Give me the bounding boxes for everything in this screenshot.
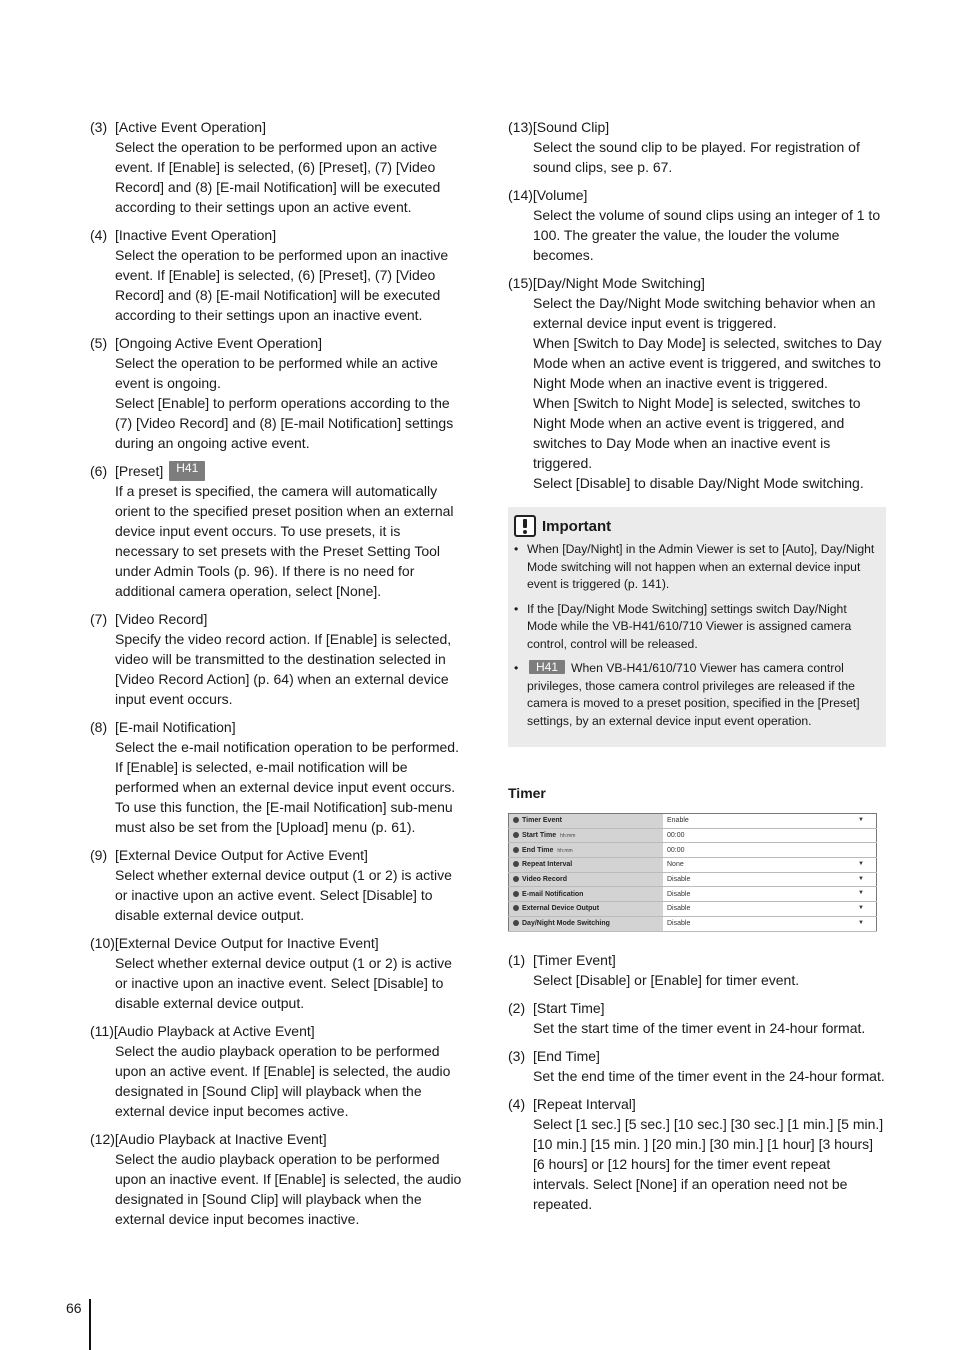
page-rule xyxy=(89,1299,91,1350)
help-icon[interactable] xyxy=(513,905,519,911)
help-icon[interactable] xyxy=(513,891,519,897)
left-column xyxy=(90,117,465,1237)
item-number: (1) xyxy=(508,951,526,968)
item-text: Select the operation to be performed upon an inactive event. If [Enable] is selected, (6) [Preset], (7) [Video Record] and (8) [E-mail Notification] will be executed according to their settings upon an inactive event. xyxy=(115,247,449,323)
item-text: Select the audio playback operation to be performed upon an inactive event. If [Enable] is selected, the audio designated in [Sound Clip] will playback when the external device input becomes inactive. xyxy=(115,1151,462,1227)
external-device-output-select[interactable]: Disable ▼ xyxy=(663,902,877,917)
item-text: Set the end time of the timer event in the 24-hour format. xyxy=(533,1067,885,1084)
model-badge: H41 xyxy=(529,660,565,674)
table-row xyxy=(509,814,877,829)
item-number: (7) xyxy=(90,611,108,627)
help-icon[interactable] xyxy=(513,876,519,882)
item-text: Specify the video record action. If [Enable] is selected, video will be transmitted to the destination selected in [Video Record Action] (p. 64) when an external device input event occurs. xyxy=(115,631,452,707)
row-label: Repeat Interval xyxy=(509,858,664,873)
item-title: [Audio Playback at Active Event] xyxy=(113,1023,315,1039)
video-record-select[interactable]: Disable ▼ xyxy=(663,872,877,887)
item-title: [Start Time] xyxy=(533,999,605,1016)
item-number: (14) xyxy=(508,187,533,203)
item-text: Set the start time of the timer event in 24-hour format. xyxy=(533,1019,866,1036)
chevron-down-icon: ▼ xyxy=(858,919,864,926)
important-icon xyxy=(514,515,536,537)
item-text: When [Switch to Night Mode] is selected, switches to Night Mode when an active event is triggered, and switches to Day Mode when an inactive event is triggered. xyxy=(533,395,861,471)
table-row xyxy=(509,902,877,917)
page-number: 66 xyxy=(66,1300,82,1316)
important-bullet xyxy=(514,541,880,594)
important-box xyxy=(508,507,886,747)
item-title: [Day/Night Mode Switching] xyxy=(532,275,705,291)
timer-event-select[interactable]: Enable ▼ xyxy=(663,814,877,829)
item-title: [External Device Output for Active Event] xyxy=(115,847,368,863)
important-bullet xyxy=(514,601,880,654)
table-row xyxy=(509,916,877,931)
item-title: [Volume] xyxy=(532,187,588,203)
row-label: Day/Night Mode Switching xyxy=(509,916,664,931)
section-title: Timer xyxy=(508,785,546,801)
item-number: (9) xyxy=(90,847,108,863)
list-item xyxy=(90,333,465,453)
item-title: [Ongoing Active Event Operation] xyxy=(115,335,323,351)
item-title: [Audio Playback at Inactive Event] xyxy=(114,1131,327,1147)
bullet-text: When VB-H41/610/710 Viewer has camera control privileges, those camera control privileges are released if the camera is moved to a preset position, specified in the [Preset] settings, by an external device input event operation. xyxy=(527,661,860,728)
row-label: External Device Output xyxy=(509,902,664,917)
item-text: Select the volume of sound clips using an integer of 1 to 100. The greater the value, the louder the volume becomes. xyxy=(533,207,881,263)
list-item xyxy=(90,461,465,601)
item-number: (3) xyxy=(90,119,108,135)
bullet-text: When [Day/Night] in the Admin Viewer is set to [Auto], Day/Night Mode switching will not happen when an external device input event is triggered (p. 141). xyxy=(527,542,875,591)
list-item xyxy=(508,185,886,265)
list-item xyxy=(90,609,465,709)
row-label: E-mail Notification xyxy=(509,887,664,902)
day-night-switching-select[interactable]: Disable ▼ xyxy=(663,916,877,931)
list-item xyxy=(508,950,886,990)
chevron-down-icon: ▼ xyxy=(858,890,864,897)
item-number: (2) xyxy=(508,999,526,1016)
item-title: [Preset] xyxy=(115,463,164,479)
item-title: [External Device Output for Inactive Event] xyxy=(114,935,379,951)
item-text: Select the Day/Night Mode switching behavior when an external device input event is triggered. xyxy=(533,295,876,331)
item-text: Select the e-mail notification operation to be performed. If [Enable] is selected, e-mail notification will be performed when an external device input event occurs. To use this function, the [E-mail Notification] sub-menu must also be set from the [Upload] menu (p. 61). xyxy=(115,739,459,835)
item-title: [Timer Event] xyxy=(533,951,616,968)
item-number: (13) xyxy=(508,119,533,135)
important-bullet xyxy=(514,660,880,730)
item-number: (3) xyxy=(508,1047,526,1064)
table-row xyxy=(509,843,877,858)
row-label: Timer Event xyxy=(509,814,664,829)
list-item xyxy=(508,1094,886,1214)
help-icon[interactable] xyxy=(513,920,519,926)
item-text: Select whether external device output (1 or 2) is active or inactive upon an inactive event. Select [Disable] to disable external device output. xyxy=(115,955,452,1011)
item-title: [E-mail Notification] xyxy=(115,719,236,735)
item-text: Select the operation to be performed while an active event is ongoing. xyxy=(115,355,438,391)
item-title: [End Time] xyxy=(533,1047,600,1064)
row-label: Video Record xyxy=(509,872,664,887)
item-number: (6) xyxy=(90,463,108,479)
chevron-down-icon: ▼ xyxy=(858,817,864,823)
list-item xyxy=(90,717,465,837)
end-time-input[interactable]: 00:00 xyxy=(663,843,877,858)
list-item xyxy=(508,117,886,177)
item-text: Select the audio playback operation to be performed upon an active event. If [Enable] is selected, the audio designated in [Sound Clip] will playback when the external device input becomes active. xyxy=(115,1043,451,1119)
timer-settings-table xyxy=(508,813,877,932)
list-item xyxy=(508,273,886,493)
item-number: (8) xyxy=(90,719,108,735)
item-text: When [Switch to Day Mode] is selected, switches to Day Mode when an active event is triggered, and switches to Night Mode when an inactive event is triggered. xyxy=(533,335,882,391)
item-number: (12) xyxy=(90,1131,115,1147)
item-title: [Sound Clip] xyxy=(532,119,610,135)
table-row xyxy=(509,828,877,843)
item-text: Select [Enable] to perform operations according to the (7) [Video Record] and (8) [E-mail Notification] settings during an ongoing active event. xyxy=(115,395,454,451)
item-title: [Inactive Event Operation] xyxy=(115,227,277,243)
list-item xyxy=(508,998,886,1038)
table-row xyxy=(509,887,877,902)
important-list xyxy=(514,541,880,730)
item-title: [Active Event Operation] xyxy=(115,119,266,135)
chevron-down-icon: ▼ xyxy=(858,875,864,882)
table-row xyxy=(509,872,877,887)
chevron-down-icon: ▼ xyxy=(858,861,864,868)
list-item xyxy=(90,1129,465,1229)
list-item xyxy=(90,117,465,217)
help-icon[interactable] xyxy=(513,847,519,853)
item-text: Select whether external device output (1 or 2) is active or inactive upon an active event. Select [Disable] to disable external device output. xyxy=(115,867,452,923)
repeat-interval-select[interactable]: None ▼ xyxy=(663,858,877,873)
item-text: Select [1 sec.] [5 sec.] [10 sec.] [30 sec.] [1 min.] [5 min.] [10 min.] [15 min. ] [20 min.] [30 min.] [1 hour] [3 hours] [6 hours] or [12 hours] for the timer event repeat intervals. Select [None] if an operation need not be repeated. xyxy=(533,1115,884,1212)
bullet-text: If the [Day/Night Mode Switching] settings switch Day/Night Mode while the VB-H41/610/710 Viewer is assigned camera control, control will be released. xyxy=(527,601,852,651)
right-column xyxy=(508,117,886,1222)
important-title: Important xyxy=(542,517,612,535)
item-number: (4) xyxy=(508,1095,526,1112)
format-hint: hh:mm xyxy=(560,833,576,840)
item-title: [Video Record] xyxy=(115,611,208,627)
list-item xyxy=(90,1021,465,1121)
item-number: (5) xyxy=(90,335,108,351)
list-item xyxy=(508,1046,886,1086)
list-item xyxy=(90,933,465,1013)
list-item xyxy=(90,225,465,325)
help-icon[interactable] xyxy=(513,817,519,823)
row-label: End Time hh:mm xyxy=(509,843,664,858)
format-hint: hh:mm xyxy=(557,847,573,854)
item-text: If a preset is specified, the camera will automatically orient to the specified preset position when an external device input event occurs. To use presets, it is necessary to set presets with the Preset Setting Tool under Admin Tools (p. 96). If there is no need for additional camera operation, select [None]. xyxy=(115,483,454,599)
item-text: Select [Disable] to disable Day/Night Mode switching. xyxy=(533,475,864,491)
chevron-down-icon: ▼ xyxy=(858,905,864,912)
item-text: Select [Disable] or [Enable] for timer event. xyxy=(533,971,800,988)
item-number: (4) xyxy=(90,227,108,243)
table-row xyxy=(509,858,877,873)
email-notification-select[interactable]: Disable ▼ xyxy=(663,887,877,902)
help-icon[interactable] xyxy=(513,832,519,838)
help-icon[interactable] xyxy=(513,861,519,867)
row-label: Start Time hh:mm xyxy=(509,828,664,843)
start-time-input[interactable]: 00:00 xyxy=(663,828,877,843)
item-text: Select the operation to be performed upon an active event. If [Enable] is selected, (6) [Preset], (7) [Video Record] and (8) [E-mail Notification] will be executed according to their settings upon an active event. xyxy=(115,139,441,215)
item-title: [Repeat Interval] xyxy=(533,1095,636,1112)
list-item xyxy=(90,845,465,925)
model-badge: H41 xyxy=(169,461,205,481)
item-text: Select the sound clip to be played. For registration of sound clips, see p. 67. xyxy=(533,139,860,175)
item-number: (10) xyxy=(90,935,115,951)
item-number: (11) xyxy=(90,1023,114,1039)
item-number: (15) xyxy=(508,275,533,291)
